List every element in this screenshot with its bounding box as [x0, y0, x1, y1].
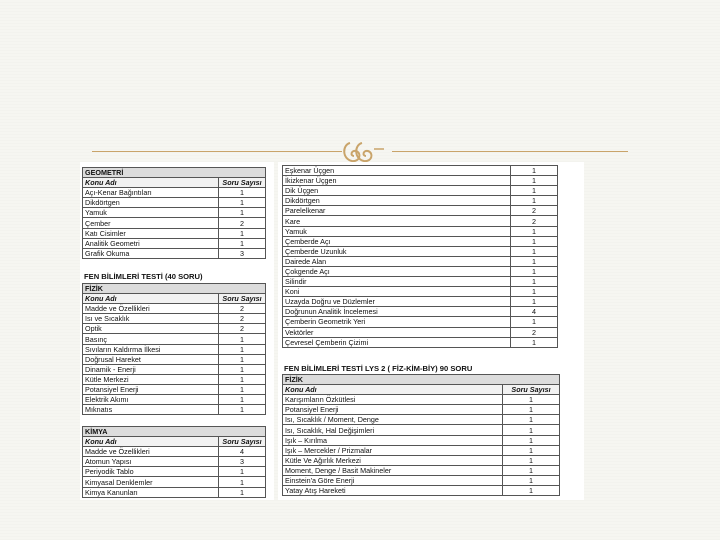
count-cell: 1 [219, 198, 266, 208]
topic-cell: Potansiyel Enerji [283, 405, 503, 415]
geometri-table [82, 167, 266, 259]
count-cell: 1 [219, 238, 266, 248]
table-row [283, 226, 558, 236]
table-row [83, 324, 266, 334]
table-row [83, 384, 266, 394]
topic-cell: Kimyasal Denklemler [83, 477, 219, 487]
topic-cell: Açı-Kenar Bağıntıları [83, 188, 219, 198]
table-row [83, 198, 266, 208]
column-header-topic: Konu Adı [83, 294, 219, 304]
count-cell: 1 [219, 395, 266, 405]
count-cell: 1 [503, 415, 560, 425]
count-cell: 1 [503, 405, 560, 415]
topic-cell: Kütle Ve Ağırlık Merkezi [283, 455, 503, 465]
topic-cell: Işık – Kırılma [283, 435, 503, 445]
count-cell: 2 [511, 206, 558, 216]
table-row [283, 206, 558, 216]
topic-cell: İkizkenar Üçgen [283, 176, 511, 186]
table-row [283, 236, 558, 246]
topic-cell: Çevresel Çemberin Çizimi [283, 337, 511, 347]
table-row [283, 166, 558, 176]
count-cell: 1 [219, 374, 266, 384]
decorative-rule-left [92, 151, 342, 152]
table-row [283, 486, 560, 496]
table-row [83, 304, 266, 314]
count-cell: 2 [219, 218, 266, 228]
topic-cell: Mıknatıs [83, 405, 219, 415]
count-cell: 1 [219, 487, 266, 497]
topic-cell: Isı, Sıcaklık, Hal Değişimleri [283, 425, 503, 435]
table-row [83, 354, 266, 364]
topic-cell: Madde ve Özellikleri [83, 447, 219, 457]
count-cell: 2 [219, 304, 266, 314]
table-row [83, 374, 266, 384]
table-row [83, 405, 266, 415]
topic-cell: Kimya Kanunları [83, 487, 219, 497]
column-header-topic: Konu Adı [83, 437, 219, 447]
fizik-lys-table-head: FİZİK [283, 375, 560, 385]
fizik-table-head: FİZİK [83, 284, 266, 294]
topic-cell: Madde ve Özellikleri [83, 304, 219, 314]
count-cell: 1 [219, 467, 266, 477]
column-header-count: Soru Sayısı [219, 178, 266, 188]
topic-cell: Moment, Denge / Basit Makineler [283, 465, 503, 475]
topic-cell: Elektrik Akımı [83, 395, 219, 405]
table-row [83, 188, 266, 198]
count-cell: 1 [511, 277, 558, 287]
count-cell: 1 [511, 226, 558, 236]
count-cell: 1 [511, 317, 558, 327]
topic-cell: Dik Üçgen [283, 186, 511, 196]
table-row [83, 395, 266, 405]
table-row [83, 364, 266, 374]
count-cell: 4 [219, 447, 266, 457]
count-cell: 1 [503, 475, 560, 485]
topic-cell: Vektörler [283, 327, 511, 337]
topic-cell: Eşkenar Üçgen [283, 166, 511, 176]
topic-cell: Analitik Geometri [83, 238, 219, 248]
topic-cell: Isı ve Sıcaklık [83, 314, 219, 324]
count-cell: 1 [511, 176, 558, 186]
table-row [283, 327, 558, 337]
table-row [283, 196, 558, 206]
topic-cell: Katı Cisimler [83, 228, 219, 238]
count-cell: 2 [219, 314, 266, 324]
count-cell: 1 [219, 228, 266, 238]
table-row [83, 208, 266, 218]
topic-cell: Silindir [283, 277, 511, 287]
kimya-table-head: KİMYA [83, 427, 266, 437]
count-cell: 1 [511, 186, 558, 196]
document-scan-left [80, 162, 274, 500]
topic-cell: Isı, Sıcaklık / Moment, Denge [283, 415, 503, 425]
topic-cell: Kütle Merkezi [83, 374, 219, 384]
topic-cell: Dinamik - Enerji [83, 364, 219, 374]
topic-cell: Kare [283, 216, 511, 226]
table-row [283, 475, 560, 485]
geometri-lys-table [282, 165, 558, 348]
document-scan-right [278, 162, 584, 500]
count-cell: 1 [511, 196, 558, 206]
table-row [83, 477, 266, 487]
table-row [83, 457, 266, 467]
count-cell: 1 [511, 236, 558, 246]
kimya-table [82, 426, 266, 498]
table-row [283, 337, 558, 347]
count-cell: 1 [503, 486, 560, 496]
count-cell: 1 [219, 344, 266, 354]
section-title-fen-lys2: FEN BİLİMLERİ TESTİ LYS 2 ( FİZ-KİM-BİY) 90 SORU [284, 364, 473, 373]
table-row [283, 445, 560, 455]
section-title-fen-tyt: FEN BİLİMLERİ TESTİ (40 SORU) [84, 272, 203, 281]
count-cell: 1 [511, 166, 558, 176]
topic-cell: Sıvıların Kaldırma İlkesi [83, 344, 219, 354]
column-header-count: Soru Sayısı [219, 294, 266, 304]
count-cell: 1 [511, 337, 558, 347]
count-cell: 1 [511, 266, 558, 276]
topic-cell: Einstein'a Göre Enerji [283, 475, 503, 485]
count-cell: 3 [219, 248, 266, 258]
count-cell: 1 [511, 256, 558, 266]
column-header-count: Soru Sayısı [219, 437, 266, 447]
count-cell: 1 [219, 384, 266, 394]
table-row [283, 415, 560, 425]
table-row [283, 465, 560, 475]
decorative-rule-right [392, 151, 628, 152]
count-cell: 1 [219, 364, 266, 374]
table-row [283, 186, 558, 196]
table-row [283, 246, 558, 256]
column-header-topic: Konu Adı [283, 385, 503, 395]
table-row [283, 266, 558, 276]
topic-cell: Koni [283, 287, 511, 297]
topic-cell: Çemberde Açı [283, 236, 511, 246]
table-row [83, 218, 266, 228]
topic-cell: Parelelkenar [283, 206, 511, 216]
count-cell: 2 [511, 327, 558, 337]
topic-cell: Atomun Yapısı [83, 457, 219, 467]
count-cell: 1 [219, 405, 266, 415]
topic-cell: Çemberde Uzunluk [283, 246, 511, 256]
table-row [283, 317, 558, 327]
table-row [283, 297, 558, 307]
count-cell: 2 [511, 216, 558, 226]
table-row [283, 425, 560, 435]
table-row [283, 176, 558, 186]
count-cell: 2 [219, 324, 266, 334]
count-cell: 4 [511, 307, 558, 317]
count-cell: 1 [219, 188, 266, 198]
count-cell: 1 [503, 455, 560, 465]
table-row [283, 287, 558, 297]
topic-cell: Dairede Alan [283, 256, 511, 266]
count-cell: 1 [503, 395, 560, 405]
topic-cell: Dikdörtgen [283, 196, 511, 206]
fizik-lys-table [282, 374, 560, 496]
topic-cell: Uzayda Doğru ve Düzlemler [283, 297, 511, 307]
topic-cell: Doğrunun Analitik İncelemesi [283, 307, 511, 317]
column-header-topic: Konu Adı [83, 178, 219, 188]
topic-cell: Doğrusal Hareket [83, 354, 219, 364]
count-cell: 1 [219, 334, 266, 344]
count-cell: 1 [511, 297, 558, 307]
topic-cell: Potansiyel Enerji [83, 384, 219, 394]
table-row [283, 435, 560, 445]
fizik-table [82, 283, 266, 415]
topic-cell: Yamuk [83, 208, 219, 218]
topic-cell: Grafik Okuma [83, 248, 219, 258]
topic-cell: Işık – Mercekler / Prizmalar [283, 445, 503, 455]
table-row [283, 455, 560, 465]
table-row [283, 256, 558, 266]
table-row [283, 307, 558, 317]
table-row [83, 314, 266, 324]
count-cell: 1 [503, 435, 560, 445]
table-row [283, 405, 560, 415]
table-row [83, 334, 266, 344]
topic-cell: Periyodik Tablo [83, 467, 219, 477]
table-row [283, 395, 560, 405]
topic-cell: Çember [83, 218, 219, 228]
table-row [283, 277, 558, 287]
count-cell: 1 [511, 246, 558, 256]
table-row [83, 447, 266, 457]
count-cell: 1 [511, 287, 558, 297]
topic-cell: Yatay Atış Hareketi [283, 486, 503, 496]
topic-cell: Optik [83, 324, 219, 334]
count-cell: 1 [503, 445, 560, 455]
topic-cell: Çokgende Açı [283, 266, 511, 276]
topic-cell: Dikdörtgen [83, 198, 219, 208]
table-row [83, 344, 266, 354]
geometri-table-head: GEOMETRİ [83, 168, 266, 178]
topic-cell: Yamuk [283, 226, 511, 236]
count-cell: 1 [219, 477, 266, 487]
column-header-count: Soru Sayısı [503, 385, 560, 395]
count-cell: 3 [219, 457, 266, 467]
table-row [83, 487, 266, 497]
table-row [83, 228, 266, 238]
count-cell: 1 [219, 208, 266, 218]
count-cell: 1 [503, 465, 560, 475]
topic-cell: Çemberin Geometrik Yeri [283, 317, 511, 327]
table-row [283, 216, 558, 226]
count-cell: 1 [219, 354, 266, 364]
table-row [83, 238, 266, 248]
count-cell: 1 [503, 425, 560, 435]
topic-cell: Karışımların Özkütlesi [283, 395, 503, 405]
table-row [83, 248, 266, 258]
table-row [83, 467, 266, 477]
topic-cell: Basınç [83, 334, 219, 344]
